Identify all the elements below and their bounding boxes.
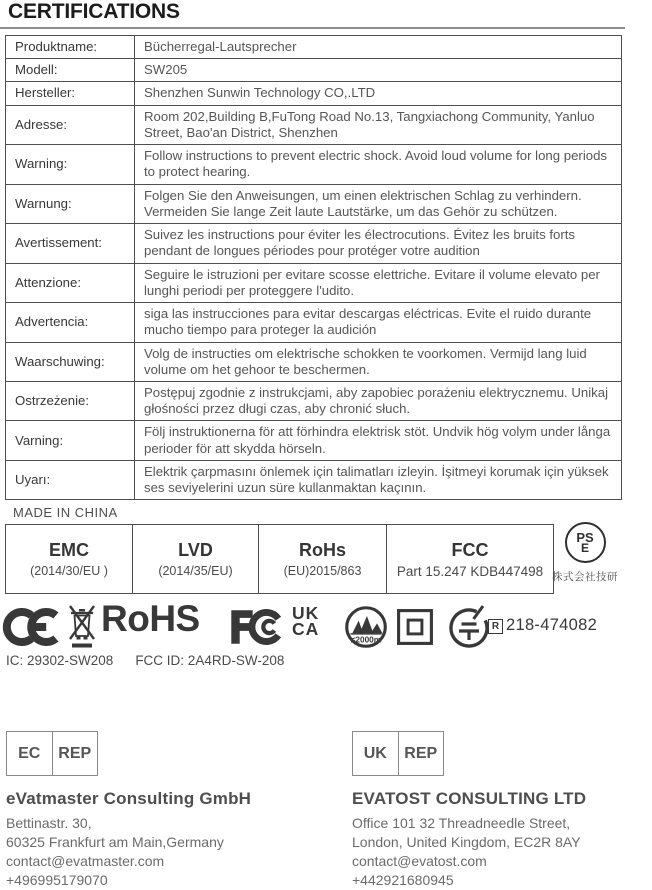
radio-reg-number: 218-474082 bbox=[506, 616, 598, 634]
address-line: +442921680945 bbox=[352, 872, 454, 888]
product-info-table bbox=[5, 35, 622, 500]
r-letter: R bbox=[491, 621, 500, 632]
row-value: Följ instruktionerna för att förhindra elektrisk stöt. Undvik hög volym under långa perioder för att skydda hörseln. bbox=[135, 421, 622, 460]
pse-mark bbox=[550, 522, 620, 584]
row-label: Adresse: bbox=[6, 105, 135, 144]
standard-detail: (EU)2015/863 bbox=[283, 564, 362, 578]
row-value: SW205 bbox=[135, 59, 622, 82]
ec-rep-badge-right: REP bbox=[58, 744, 92, 762]
ukca-text-bottom: CA bbox=[292, 619, 320, 640]
address-line: +496995179070 bbox=[6, 872, 108, 888]
row-label: Produktname: bbox=[6, 36, 135, 59]
standard-cell-rohs bbox=[259, 525, 387, 594]
pse-icon bbox=[565, 522, 606, 563]
standard-cell-fcc bbox=[387, 525, 554, 594]
eu-rep-block bbox=[6, 731, 306, 890]
table-row bbox=[6, 59, 622, 82]
table-row bbox=[6, 82, 622, 105]
address-line: contact@evatmaster.com bbox=[6, 853, 165, 869]
ec-rep-badge-left: EC bbox=[7, 732, 53, 775]
row-label: Ostrzeżenie: bbox=[6, 381, 135, 420]
standard-detail: (2014/35/EU) bbox=[158, 564, 233, 578]
pse-text-top: PS bbox=[576, 529, 594, 545]
uk-rep-badge-right: REP bbox=[404, 744, 438, 762]
weee-bin-icon bbox=[68, 604, 96, 650]
standard-detail: Part 15.247 KDB447498 bbox=[396, 563, 544, 579]
table-row bbox=[6, 342, 622, 381]
table-row bbox=[6, 145, 622, 184]
table-row bbox=[6, 36, 622, 59]
ukca-mark-icon bbox=[292, 603, 320, 640]
standard-name: EMC bbox=[49, 540, 89, 560]
title-divider bbox=[0, 27, 625, 29]
page-title: CERTIFICATIONS bbox=[8, 0, 180, 23]
row-value: Bücherregal-Lautsprecher bbox=[135, 36, 622, 59]
ic-id: IC: 29302-SW208 bbox=[6, 653, 114, 668]
address-line: 60325 Frankfurt am Main,Germany bbox=[6, 834, 224, 850]
table-row bbox=[6, 105, 622, 144]
table-row bbox=[6, 421, 622, 460]
table-row bbox=[6, 184, 622, 223]
uk-rep-badge bbox=[352, 731, 444, 776]
row-value: Volg de instructies om elektrische schokken te voorkomen. Vermijd lang luid volume om het gehoor te beschermen. bbox=[135, 342, 622, 381]
row-label: Varning: bbox=[6, 421, 135, 460]
row-label: Avertissement: bbox=[6, 224, 135, 263]
row-label: Warnung: bbox=[6, 184, 135, 223]
uk-rep-block bbox=[352, 731, 652, 890]
uk-rep-address bbox=[352, 814, 652, 890]
fcc-id: FCC ID: 2A4RD-SW-208 bbox=[135, 653, 285, 668]
eu-rep-address bbox=[6, 814, 306, 890]
standard-cell-emc bbox=[6, 525, 133, 594]
table-row bbox=[6, 303, 622, 342]
address-line: contact@evatost.com bbox=[352, 853, 487, 869]
pse-company-caption: 株式会社技研 bbox=[552, 571, 618, 583]
row-label: Modell: bbox=[6, 59, 135, 82]
standard-name: RoHs bbox=[298, 540, 346, 560]
row-label: Warning: bbox=[6, 145, 135, 184]
standard-detail: (2014/30/EU ) bbox=[30, 564, 108, 578]
row-value: Suivez les instructions pour éviter les électrocutions. Évitez les bruits forts pendant de longues périodes pour protéger votre audition bbox=[135, 224, 622, 263]
certification-marks-row bbox=[0, 598, 628, 654]
fcc-mark-icon bbox=[229, 607, 287, 647]
table-row bbox=[6, 460, 622, 499]
double-insulation-icon bbox=[396, 608, 434, 646]
row-value: Elektrik çarpmasını önlemek için talimatları izleyin. İşitmeyi korumak için yüksek ses seviyelerini uzun süre kullanmaktan kaçının. bbox=[135, 460, 622, 499]
address-line: London, United Kingdom, EC2R 8AY bbox=[352, 834, 581, 850]
row-label: Uyarı: bbox=[6, 460, 135, 499]
row-value: Postępuj zgodnie z instrukcjami, aby zapobiec porażeniu elektrycznemu. Unikaj głośności przez długi czas, aby chronić słuch. bbox=[135, 381, 622, 420]
table-row bbox=[6, 381, 622, 420]
ce-mark-icon bbox=[3, 606, 65, 648]
altitude-2000m-icon bbox=[344, 605, 388, 649]
row-label: Hersteller: bbox=[6, 82, 135, 105]
row-label: Attenzione: bbox=[6, 263, 135, 302]
standard-cell-lvd bbox=[133, 525, 259, 594]
row-value: Room 202,Building B,FuTong Road No.13, Tangxiachong Community, Yanluo Street, Bao'an District, Shenzhen bbox=[135, 105, 622, 144]
row-value: siga las instrucciones para evitar descargas eléctricas. Evite el ruido durante mucho tiempo para proteger la audición bbox=[135, 303, 622, 342]
uk-rep-badge-left: UK bbox=[353, 732, 399, 775]
eu-rep-name: eVatmaster Consulting GmbH bbox=[6, 789, 252, 808]
standard-name: FCC bbox=[451, 539, 489, 560]
regulatory-ids-line bbox=[6, 653, 306, 668]
standards-table bbox=[5, 524, 554, 594]
ukca-text-top: UK bbox=[292, 603, 320, 623]
pse-text-bottom: E bbox=[580, 540, 589, 555]
ec-rep-badge bbox=[6, 731, 98, 776]
uk-rep-name: EVATOST CONSULTING LTD bbox=[352, 789, 587, 808]
giteki-mark-icon bbox=[446, 603, 492, 649]
row-value: Folgen Sie den Anweisungen, um einen elektrischen Schlag zu verhindern. Vermeiden Sie lange Zeit laute Lautstärke, um das Gehör zu schützen. bbox=[135, 184, 622, 223]
table-row bbox=[6, 224, 622, 263]
row-label: Advertencia: bbox=[6, 303, 135, 342]
rohs-mark: RoHS bbox=[101, 598, 200, 639]
row-value: Follow instructions to prevent electric shock. Avoid loud volume for long periods to protect hearing. bbox=[135, 145, 622, 184]
altitude-label: ≤2000m bbox=[350, 635, 382, 645]
address-line: Bettinastr. 30, bbox=[6, 815, 92, 831]
table-row bbox=[6, 263, 622, 302]
standard-name: LVD bbox=[178, 540, 213, 560]
address-line: Office 101 32 Threadneedle Street, bbox=[352, 815, 571, 831]
row-value: Shenzhen Sunwin Technology CO,.LTD bbox=[135, 82, 622, 105]
made-in-china-label: MADE IN CHINA bbox=[13, 505, 118, 520]
row-value: Seguire le istruzioni per evitare scosse elettriche. Evitare il volume elevato per lunghi periodi per proteggere l'udito. bbox=[135, 263, 622, 302]
radio-reg-r-icon bbox=[488, 619, 503, 634]
row-label: Waarschuwing: bbox=[6, 342, 135, 381]
